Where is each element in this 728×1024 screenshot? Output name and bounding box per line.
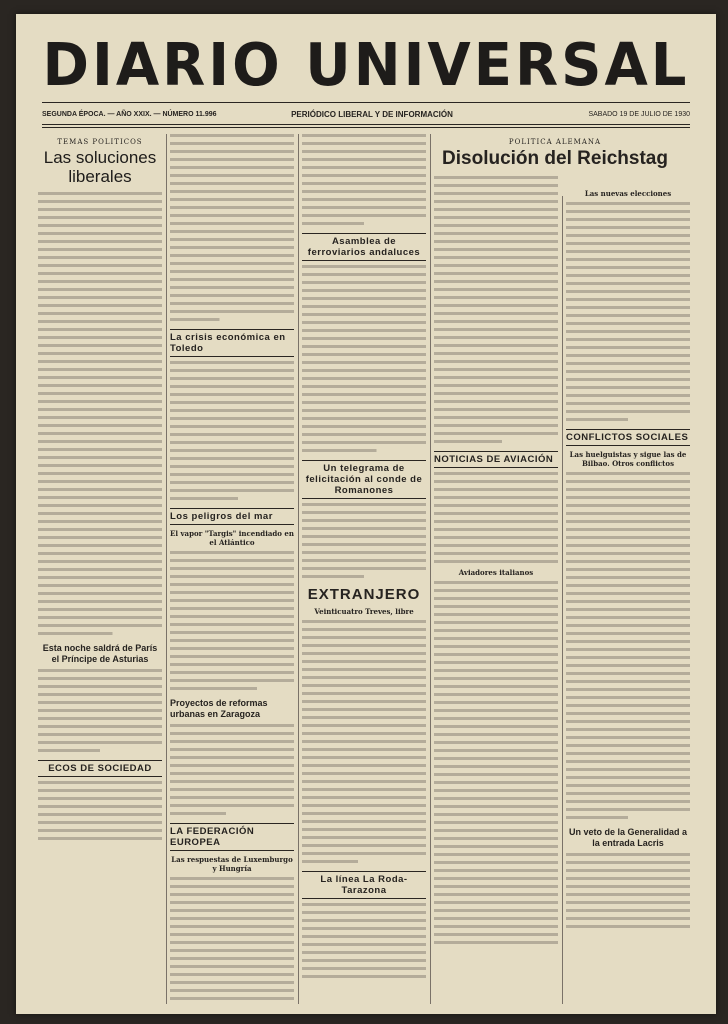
- col3-telegrama-heading: Un telegrama de felicitación al conde de Romanones: [302, 460, 426, 499]
- col3-asamblea-heading: Asamblea de ferroviarios andaluces: [302, 233, 426, 261]
- col1-kicker: TEMAS POLITICOS: [57, 138, 143, 146]
- col5-conflictos-heading: CONFLICTOS SOCIALES: [566, 429, 690, 446]
- edition-info: SEGUNDA ÉPOCA. — AÑO XXIX. — NÚMERO 11.996: [42, 111, 217, 118]
- article-body: [38, 781, 162, 840]
- masthead-rule-double: [42, 127, 690, 128]
- article-body: [566, 472, 690, 819]
- column-divider: [166, 134, 167, 1004]
- column-2: [170, 134, 294, 999]
- article-body: [38, 192, 162, 635]
- col2-federacion-subheading: Las respuestas de Luxemburgo y Hungría: [171, 855, 293, 873]
- article-body: [302, 265, 426, 452]
- article-body: [170, 724, 294, 815]
- masthead-subline: [42, 108, 690, 122]
- col2-federacion-heading: LA FEDERACIÓN EUROPEA: [170, 823, 294, 851]
- col3-extranjero-heading: EXTRANJERO: [307, 586, 421, 603]
- article-body: [302, 134, 426, 225]
- article-body: [302, 903, 426, 978]
- col4-kicker: POLITICA ALEMANA: [508, 138, 602, 146]
- article-body: [434, 176, 558, 443]
- col1-asturias-heading: Esta noche saldrá de París el Príncipe de Asturias: [42, 643, 158, 664]
- column-divider: [298, 134, 299, 1004]
- col3-extranjero-subheading: Veinticuatro Treves, libre: [314, 607, 414, 616]
- col4-headline: Disolución del Reichstag: [442, 148, 668, 169]
- article-body: [38, 669, 162, 752]
- masthead-title: DIARIO UNIVERSAL: [42, 31, 690, 100]
- col5-elecciones-heading: Las nuevas elecciones: [584, 189, 672, 198]
- masthead-rule-top: [42, 102, 690, 103]
- masthead-rule-bottom: [42, 124, 690, 125]
- column-3: [302, 134, 426, 999]
- article-body: [302, 620, 426, 863]
- col1-ecos-heading: ECOS DE SOCIEDAD: [38, 760, 162, 777]
- column-5: [566, 189, 690, 999]
- article-body: [302, 503, 426, 578]
- article-body: [566, 853, 690, 928]
- column-divider: [430, 134, 431, 1004]
- column-1: [38, 134, 162, 999]
- col2-reformas-heading: Proyectos de reformas urbanas en Zaragoza: [170, 698, 268, 719]
- col2-peligros-subheading: El vapor "Targis" incendiado en el Atlántico: [170, 529, 294, 547]
- newspaper-page: [16, 14, 716, 1014]
- col4-aviacion-subheading: Aviadores italianos: [458, 568, 534, 577]
- article-body: [434, 581, 558, 944]
- col2-crisis-heading: La crisis económica en Toledo: [170, 329, 294, 357]
- article-body: [170, 134, 294, 321]
- col1-headline: Las soluciones liberales: [43, 148, 157, 186]
- issue-date: SABADO 19 DE JULIO DE 1930: [588, 111, 690, 118]
- article-body: [170, 551, 294, 690]
- article-body: [566, 202, 690, 421]
- article-body: [434, 472, 558, 563]
- col3-linea-heading: La línea La Roda-Tarazona: [302, 871, 426, 899]
- col5-veto-heading: Un veto de la Generalidad a la entrada Lacris: [568, 827, 688, 848]
- column-divider: [562, 196, 563, 1004]
- article-body: [170, 361, 294, 500]
- article-body: [170, 877, 294, 1000]
- col5-conflictos-subheading: Las huelguistas y sigue las de Bilbao. Otros conflictos: [569, 450, 687, 468]
- col4-aviacion-heading: NOTICIAS DE AVIACIÓN: [434, 451, 558, 468]
- paper-tagline: PERIÓDICO LIBERAL Y DE INFORMACIÓN: [291, 110, 453, 119]
- col2-peligros-heading: Los peligros del mar: [170, 508, 294, 525]
